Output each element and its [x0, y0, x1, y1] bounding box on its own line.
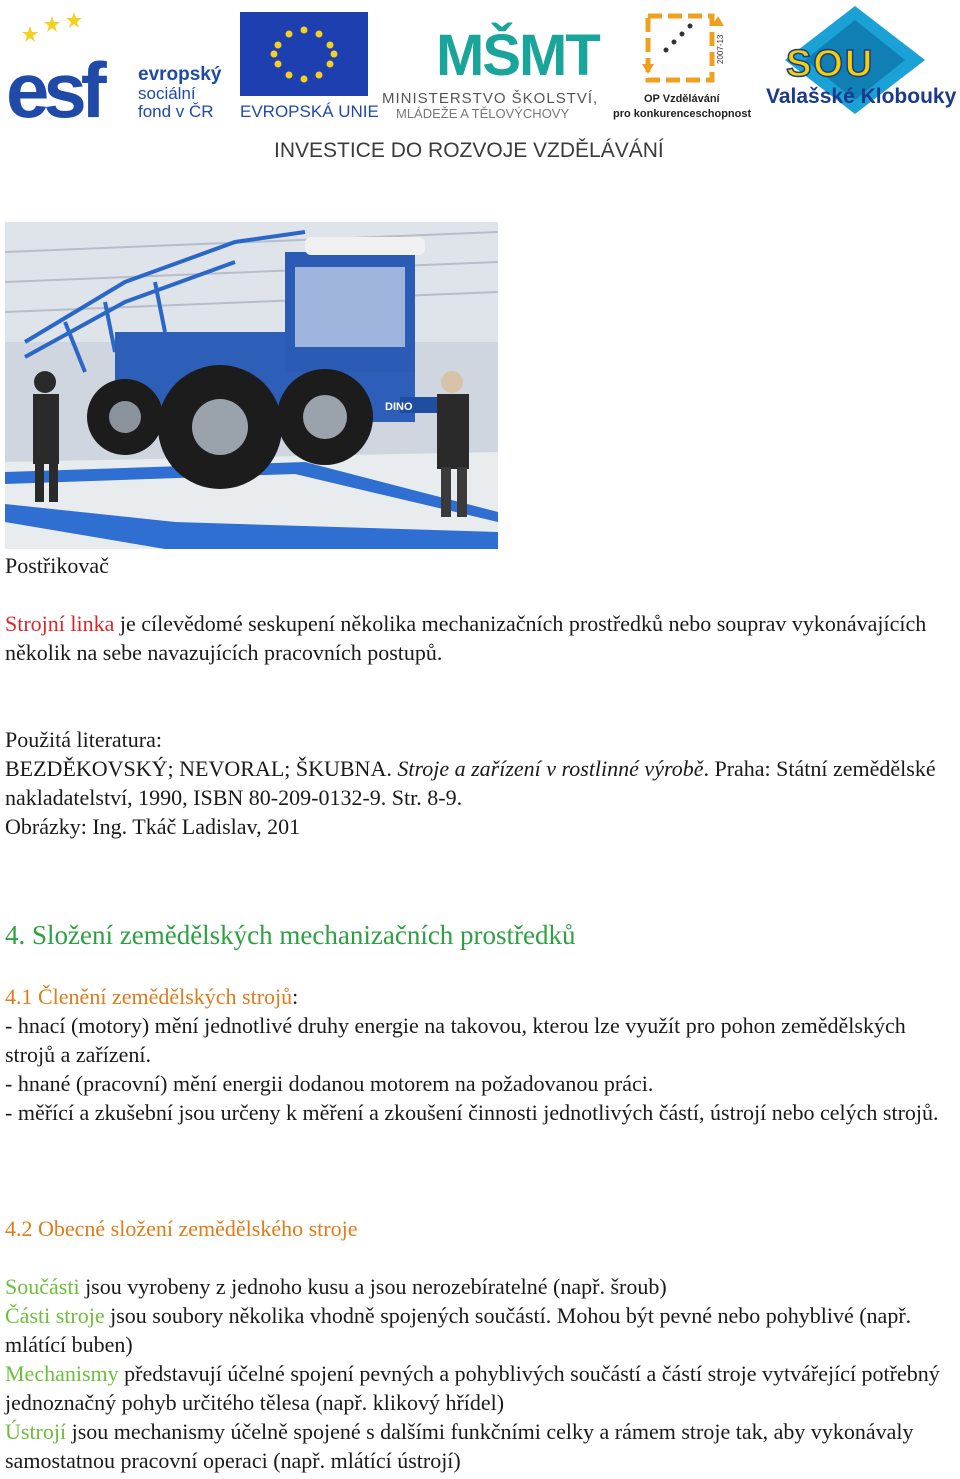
esf-line3: fond v ČR — [138, 102, 214, 121]
sou-logo — [766, 6, 957, 114]
def-ustroji-text: jsou mechanismy účelně spojené s dalšími funkčními celky a rámem stroje tak, aby vykonávaly samostatnou pracovní operaci (např. mlátící ústrojí) — [5, 1419, 914, 1473]
eu-flag — [240, 12, 368, 96]
literature-label: Použitá literatura: — [5, 727, 162, 752]
esf-line1: evropský — [138, 64, 222, 85]
definition-paragraph — [5, 609, 955, 667]
term-mechanismy: Mechanismy — [5, 1361, 119, 1386]
term-strojni-linka: Strojní linka — [5, 611, 115, 636]
section-41-heading-line — [5, 982, 955, 1011]
def-mechanismy-text: představují účelné spojení pevných a pohyblivých součástí a částí stroje vytvářející potřebný jednoznačný pohyb určitého tělesa (např. klikový hřídel) — [5, 1361, 940, 1415]
section-42-heading: 4.2 Obecné složení zemědělského stroje — [5, 1216, 358, 1241]
esf-main-text: esf — [6, 46, 101, 134]
def-mechanismy — [5, 1359, 955, 1417]
msmt-line2: MLÁDEŽE A TĚLOVÝCHOVY — [396, 106, 570, 121]
op-line1: OP Vzdělávání — [644, 93, 720, 105]
citation-title: Stroje a zařízení v rostlinné výrobě — [397, 756, 704, 781]
eu-logo — [240, 12, 379, 121]
esf-logo — [6, 12, 222, 134]
list-item-hnane: - hnané (pracovní) mění energii dodanou motorem na požadovanou práci. — [5, 1071, 654, 1096]
def-casti-stroje-text: jsou soubory několika vhodně spojených součástí. Mohou být pevné nebo pohyblivé (např. mlátící buben) — [5, 1303, 912, 1357]
list-item-hnaci: - hnací (motory) mění jednotlivé druhy energie na takovou, kterou lze využít pro pohon zemědělských strojů a zařízení. — [5, 1013, 906, 1067]
literature-citation — [5, 754, 955, 812]
op-frame — [648, 16, 712, 80]
op-years: 2007-13 — [716, 34, 725, 64]
msmt-line1: MINISTERSTVO ŠKOLSTVÍ, — [382, 90, 599, 107]
sprayer-photo — [5, 222, 498, 549]
citation-rest: . Praha: Státní zemědělské nakladatelství, 1990, ISBN 80-209-0132-9. Str. 8-9. — [5, 756, 936, 810]
citation-authors: BEZDĚKOVSKÝ; NEVORAL; ŠKUBNA. — [5, 756, 398, 781]
term-casti-stroje: Části stroje — [5, 1303, 105, 1328]
term-ustroji: Ústrojí — [5, 1419, 67, 1444]
esf-line2: sociální — [138, 84, 196, 103]
definition-text: je cílevědomé seskupení několika mechanizačních prostředků nebo souprav vykonávajících několik na sebe navazujících pracovních postupů. — [5, 611, 927, 665]
machine-badge: DINO — [385, 401, 413, 413]
term-soucasti: Součásti — [5, 1274, 80, 1299]
photo-caption: Postřikovač — [5, 553, 109, 578]
list-item-merici: - měřící a zkušební jsou určeny k měření a zkoušení činnosti jednotlivých částí, ústrojí nebo celých strojů. — [5, 1100, 939, 1125]
op-line2: pro konkurenceschopnost — [613, 108, 752, 120]
section-4-heading: 4. Složení zemědělských mechanizačních prostředků — [5, 920, 576, 950]
images-credit: Obrázky: Ing. Tkáč Ladislav, 201 — [5, 814, 301, 839]
def-soucasti — [5, 1272, 955, 1301]
op-logo — [613, 16, 751, 120]
invest-banner: INVESTICE DO ROZVOJE VZDĚLÁVÁNÍ — [274, 139, 664, 162]
section-41-heading: 4.1 Členění zemědělských strojů — [5, 984, 293, 1009]
sou-main: SOU — [786, 43, 875, 85]
msmt-mark: MŠMT — [436, 23, 599, 88]
msmt-logo — [382, 23, 600, 121]
logo-banner — [0, 0, 960, 170]
section-41-colon: : — [292, 984, 299, 1009]
def-ustroji — [5, 1417, 955, 1475]
eu-label: EVROPSKÁ UNIE — [240, 102, 379, 121]
def-soucasti-text: jsou vyrobeny z jednoho kusu a jsou nerozebíratelné (např. šroub) — [79, 1274, 667, 1299]
def-casti-stroje — [5, 1301, 955, 1359]
sou-sub: Valašské Klobouky — [766, 85, 957, 108]
